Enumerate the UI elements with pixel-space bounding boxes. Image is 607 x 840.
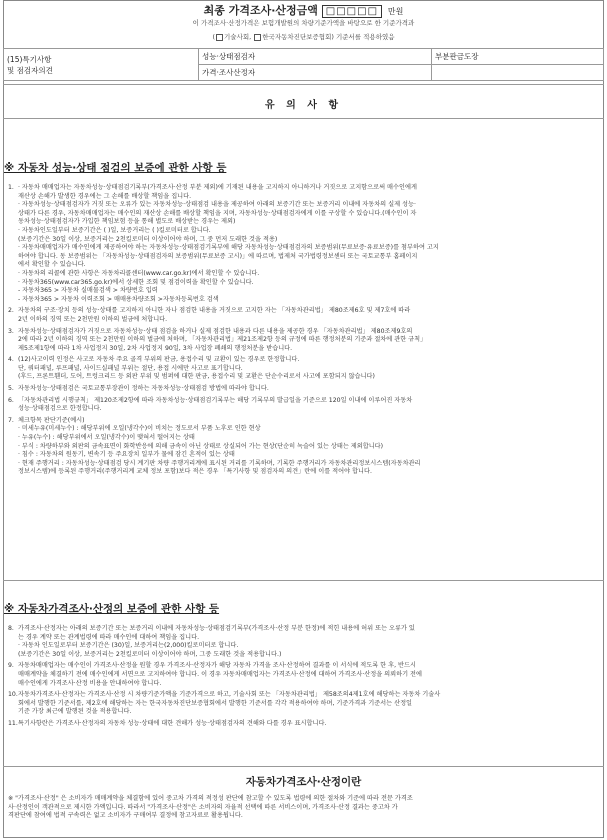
notice-item bbox=[4, 662, 603, 688]
item-line: 재산상 손해가 발생한 경우에는 그 손해를 배상할 책임을 집니다. bbox=[18, 192, 192, 200]
inspector-label: 성능·상태점검자 bbox=[199, 49, 432, 65]
item-line: 성능·상태점검으로 한정합니다. bbox=[18, 405, 102, 413]
item-line: 제5조제1항에 따라 1차 사업정지 30일, 2차 사업정지 90일, 3차 사업장 폐쇄의 행정처분을 받습니다. bbox=[18, 344, 293, 352]
final-text bbox=[4, 795, 603, 821]
item-line: 동차성능·상태점검자가 가입한 책임보험 등을 통해 별도로 배상받는 경우는 제외) bbox=[18, 218, 236, 226]
amount-boxes[interactable]: □□□□□ bbox=[322, 5, 382, 18]
item-line: 자동차가격조사·산정자는 가격조사·산정 시 차량기준가액을 기준가격으로 하고, 기술사회 또는 「자동차관리법」 제58조의4제1호에 해당하는 자동차 기술사 bbox=[18, 691, 441, 699]
checkbox-icon[interactable] bbox=[216, 34, 223, 41]
notice-item bbox=[4, 720, 603, 729]
item-line: · 자동차 인도일로부터 보증기간은 (30)일, 보증거리는(2,000)킬로미터로 합니다. bbox=[18, 642, 239, 650]
item-number: 1. bbox=[8, 184, 14, 191]
divider bbox=[3, 580, 604, 581]
option-label-2: 한국자동차진단보증협회) 기준서를 적용하였음 bbox=[262, 33, 395, 41]
item-number: 5. bbox=[8, 385, 14, 393]
item-line: 회에서 발행한 기준서를, 제2호에 해당하는 자는 한국자동차진단보증협회에서 발행한 기준서를 각각 적용하여야 하며, 기준가격과 기준서는 산정일 bbox=[18, 699, 413, 707]
header-line-2: ( 기술사회, 한국자동차진단보증협회) 기준서를 적용하였음 bbox=[212, 33, 395, 41]
amount-unit: 만원 bbox=[387, 7, 404, 16]
partial-paint-label[interactable]: 부분판금도장 bbox=[432, 49, 604, 65]
item-line: (12)사고이력 인정은 사고로 자동차 주요 골격 부위의 판금, 용접수리 및 교환이 있는 경우로 한정합니다. bbox=[18, 356, 300, 364]
divider bbox=[3, 118, 604, 119]
item-line: · 자동차매매업자가 매수인에게 제공하여야 하는 자동차성능·상태점검기록부에 해당 자동차성능·상태점검자의 보증범위(무료보증·유료보증)를 첨부하여 고지 bbox=[18, 244, 439, 252]
item-line: (보증기간은 30일 이상, 보증거리는 2천킬로미터 이상이어야 하며, 그중 도래한 것을 적용합니다.) bbox=[18, 650, 282, 658]
item-number: 4. bbox=[8, 356, 14, 364]
item-number: 11. bbox=[8, 719, 18, 727]
item-line: (보증기간은 30일 이상, 보증거리는 2천킬로미터 이상이어야 하며, 그 중 먼저 도래한 것을 적용) bbox=[18, 235, 278, 243]
notice-item bbox=[4, 385, 603, 394]
final-line: 사·산정인이 객관적으로 제시한 가액입니다. 따라서 "가격조사·산정"은 소비자의 자율적 선택에 따른 서비스이며, 가격조사·산정 결과는 중고차 가 bbox=[8, 803, 398, 811]
header-line-1: 이 가격조사·산정가격은 보험개발원의 차량기준가액을 바탕으로 한 기준가격과 bbox=[192, 19, 415, 27]
appraiser-remarks-field[interactable] bbox=[432, 65, 604, 81]
notice-item bbox=[4, 184, 603, 304]
item-line: · 침수 : 자동차의 원동기, 변속기 등 주요장치 일부가 물에 잠긴 흔적이 있는 상태 bbox=[18, 451, 235, 459]
notice-item bbox=[4, 691, 603, 717]
notice-item bbox=[4, 417, 603, 477]
item-number: 9. bbox=[8, 662, 14, 670]
notice-item bbox=[4, 328, 603, 354]
item-line: 정보시스템)에 등록된 주행거리(주행거리계 교체 정보 포함)보다 적은 경우 「특기사항 및 점검자의 의견」란에 이를 적어야 합니다. bbox=[18, 468, 372, 476]
divider bbox=[3, 84, 604, 85]
item-line: - 자동차365 > 자동차 이력조회 > 매매용차량조회 >자동차등록번호 검색 bbox=[18, 295, 219, 303]
item-number: 8. bbox=[8, 625, 14, 632]
notice-item bbox=[4, 625, 603, 659]
item-line: 「자동차관리법 시행규칙」 제120조제2항에 따라 자동차성능·상태점검기록부는 해당 기록부의 발급일을 기준으로 120일 이내에 이루어진 자동차 bbox=[18, 396, 413, 404]
item-line: (후드, 프론트휀더, 도어, 트렁크리드 등 외판 부위 및 범퍼에 대한 판금, 용접수리 및 교환은 단순수리로서 사고에 포함되지 않습니다) bbox=[18, 373, 375, 381]
section-1 bbox=[4, 160, 603, 480]
item-line: 체크항목 판단기준(예시) bbox=[18, 416, 85, 424]
item-number: 7. bbox=[8, 416, 14, 424]
item-line: · 자동차 매매업자는 자동차성능·상태점검기록부(가격조사·산정 부분 제외)에 기재된 내용을 고지하지 아니하거나 거짓으로 고지함으로써 매수인에게 bbox=[18, 184, 417, 191]
final-title: 자동차가격조사·산정이란 bbox=[245, 776, 362, 788]
special-remarks-label: (15)특기사항 및 점검자의견 bbox=[4, 49, 199, 81]
item-line: · 누유(누수) : 해당부위에서 오일(냉각수)이 맺혀서 떨어지는 상태 bbox=[18, 434, 195, 442]
item-line: 자동차성능·상태점검은 국토교통부장관이 정하는 자동차성능·상태점검 방법에 따라야 합니다. bbox=[18, 385, 269, 393]
item-line: 에서 확인할 수 있습니다. bbox=[18, 261, 86, 269]
item-line: · 미세누유(미세누수) : 해당부위에 오일(냉각수)이 비치는 정도로서 부품 노후로 인한 현상 bbox=[18, 425, 261, 433]
item-line: · 자동차인도일부터 보증기간은 ( )일, 보증거리는 ( )킬로미터로 합니다. bbox=[18, 226, 211, 234]
section-1-items bbox=[4, 184, 603, 477]
item-line: 상태가 다른 경우, 자동차매매업자는 매수인의 재산상 손해를 배상할 책임을 지며, 자동차성능·상태점검자에게 이를 구상할 수 있습니다.(매수인이 자 bbox=[18, 209, 417, 217]
final-price-title: 최종 가격조사·산정금액 bbox=[203, 4, 318, 17]
item-line: 하여야 합니다. 동 보증범위는 「자동차성능·상태점검자의 보증범위(무료보증 고시)」에 따르며, 법제처 국가법령정보센터 또는 국토교통부 홈페이지 bbox=[18, 252, 418, 260]
checkbox-icon[interactable] bbox=[254, 34, 261, 41]
option-label-1: 기술사회, bbox=[224, 33, 252, 41]
item-line: 는 경우 계약 또는 관계법령에 따라 매수인에 대하여 책임을 집니다. bbox=[18, 633, 200, 641]
item-number: 6. bbox=[8, 396, 14, 404]
item-line: 단, 쿼터패널, 루프패널, 사이드실패널 부위는 절단, 용접 시에만 사고로 표기합니다. bbox=[18, 364, 243, 372]
item-line: 가격조사·산정자는 아래의 보증기간 또는 보증거리 이내에 자동차성능·상태점검기록부(가격조사·산정 부분 한정)에 적힌 내용에 허위 또는 오류가 있 bbox=[18, 625, 415, 632]
final-section bbox=[4, 774, 603, 821]
item-line: 특기사항란은 가격조사·산정자의 자동차 성능·상태에 대한 견해가 성능·상태점검자의 견해와 다를 경우 표시합니다. bbox=[18, 719, 327, 727]
item-line: 매매계약을 체결하기 전에 매수인에게 서면으로 고지하여야 합니다. 이 경우 자동차매매업자는 가격조사·산정에 대하여 가격조사·산정을 의뢰하기 전에 bbox=[18, 670, 423, 678]
item-line: 기준 가장 최근에 발행된 것을 적용합니다. bbox=[18, 708, 132, 716]
divider bbox=[3, 766, 604, 767]
final-line: ※ "가격조사·산정" 은 소비자가 매매계약을 체결함에 있어 중고차 가격의 적정성 판단에 참고할 수 있도록 법령에 의한 절차와 기준에 따라 전문 가격조 bbox=[8, 795, 413, 802]
price-appraiser-label: 가격·조사산정자 bbox=[199, 65, 432, 81]
section-2 bbox=[4, 601, 603, 732]
item-line: 매수인에게 가격조사·산정 비용을 안내하여야 합니다. bbox=[18, 679, 162, 687]
item-line: · 자동차365(www.car365.go.kr)에서 상세한 조회 및 점검이력을 확인할 수 있습니다. bbox=[18, 278, 254, 286]
notice-item bbox=[4, 397, 603, 414]
item-line: · 자동차성능·상태점검자가 거짓 또는 오류가 있는 자동차성능·상태점검 내용을 제공하여 아래의 보증기간 또는 보증거리 이내에 자동차의 실제 성능· bbox=[18, 201, 416, 209]
item-line: · 현재 주행거리 : 자동차성능·상태점검 당시 계기판 차량 주행거리계에 표시된 거리를 기록하며, 기록한 주행거리가 자동차관리정보시스템(자동차관리 bbox=[18, 459, 421, 467]
item-number: 10. bbox=[8, 691, 18, 699]
item-line: · 부식 : 차량하부와 외판의 금속표면이 화학반응에 의해 금속이 아닌 상태로 상실되어 가는 현상(단순히 녹슬어 있는 상태는 제외합니다) bbox=[18, 442, 384, 450]
final-price-header bbox=[4, 2, 603, 18]
item-line: 자동차성능·상태점검자가 거짓으로 자동차성능·상태 점검을 하거나 실제 점검한 내용과 다른 내용을 제공한 경우 「자동차관리법」 제80조제9호의 bbox=[18, 327, 413, 335]
notice-title: 유 의 사 항 bbox=[264, 100, 343, 111]
item-line: 자동차매매업자는 매수인이 가격조사·산정을 원할 경우 가격조사·산정자가 해당 자동차 가격을 조사·산정하여 결과를 이 서식에 적도록 한 후, 반드시 bbox=[18, 662, 416, 670]
section-1-heading: ※ 자동차 성능·상태 점검의 보증에 관한 사항 등 bbox=[4, 162, 227, 174]
section-2-heading: ※ 자동차가격조사·산정의 보증에 관한 사항 등 bbox=[4, 603, 220, 615]
notice-item bbox=[4, 307, 603, 324]
item-line: - 자동차365 > 자동차 실매물검색 > 차량번호 입력 bbox=[18, 287, 158, 295]
item-line: · 자동차의 리콜에 관한 사항은 자동차리콜센터(www.car.go.kr)에서 확인할 수 있습니다. bbox=[18, 269, 260, 277]
section-2-items bbox=[4, 625, 603, 729]
item-line: 자동차의 구조·장치 등의 성능·상태를 고지하지 아니한 자나 점검한 내용을 거짓으로 고지한 자는 「자동차관리법」 제80조제6호 및 제7호에 따라 bbox=[18, 307, 411, 315]
item-line: 2년 이하의 징역 또는 2천만원 이하의 벌금에 처합니다. bbox=[18, 315, 168, 323]
special-remarks-table bbox=[3, 48, 604, 81]
item-number: 2. bbox=[8, 307, 14, 315]
item-line: 2에 따라 2년 이하의 징역 또는 2천만원 이하의 벌금에 처하며, 「자동차관리법」제21조제2항 등의 규정에 따른 행정처분의 기준과 절차에 관한 규칙」 bbox=[18, 336, 427, 344]
notice-item bbox=[4, 356, 603, 382]
item-number: 3. bbox=[8, 327, 14, 335]
final-line: 격판단에 참여에 법적 구속력은 없고 소비자가 구매여부 결정에 참고자료로 활용됩니다. bbox=[8, 812, 243, 820]
